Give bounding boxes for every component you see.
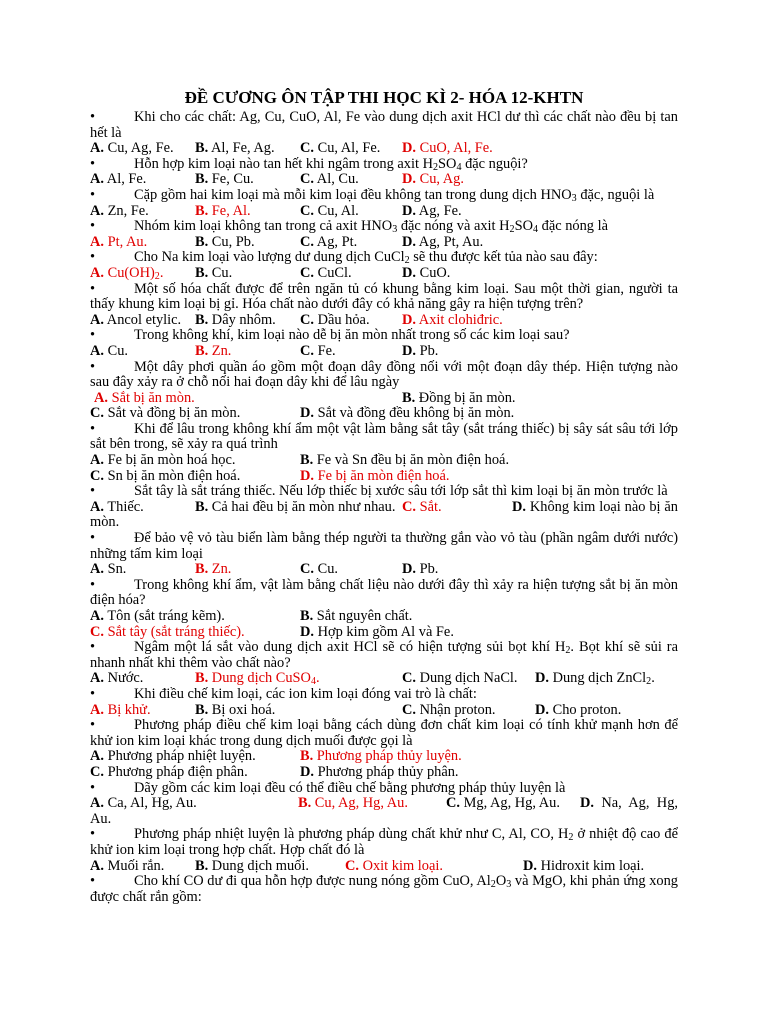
question-2: • Hỗn hợp kim loại nào tan hết khi ngâm trong axit $H_2SO_4$ đặc nguội? bbox=[90, 155, 528, 173]
question-18: • Cho khí CO dư đi qua hỗn hợp được nung nóng gồm CuO, $Al_2O_3$ và MgO, khi phản ứng xong được chất rắn gồm: bbox=[90, 873, 679, 905]
document-page bbox=[90, 88, 678, 905]
answers-13: A. Nước. B. Dung dịch CuSO$_4$. C. Dung dịch NaCl. D. Dung dịch ZnCl$_2$. bbox=[90, 670, 655, 688]
answers-7: A. Cu. B. Zn. C. Fe. D. Pb. bbox=[90, 342, 439, 359]
answers-8: A. Sắt bị ăn mòn. B. Đồng bị ăn mòn. bbox=[94, 389, 516, 406]
answers-3: A. Zn, Fe. B. Fe, Al. C. Cu, Al. D. Ag, Fe. bbox=[90, 202, 462, 219]
answers-2: A. Al, Fe. B. Fe, Cu. C. Al, Cu. D. Cu, Ag. bbox=[90, 171, 464, 188]
answers-10: A. Thiếc. B. Cả hai đều bị ăn mòn như nhau. C. Sắt. D. Không kim loại nào bị ăn mòn. bbox=[90, 498, 678, 531]
question-16: • Dãy gồm các kim loại đều có thể điều chế bằng phương pháp thủy luyện là bbox=[90, 779, 566, 796]
answers-11: A. Sn. B. Zn. C. Cu. D. Pb. bbox=[90, 561, 439, 578]
question-14: • Khi điều chế kim loại, các ion kim loại đóng vai trò là chất: bbox=[90, 685, 477, 702]
answers-4: A. Pt, Au. B. Cu, Pb. C. Ag, Pt. D. Ag, Pt, Au. bbox=[90, 233, 484, 250]
question-1: • Khi cho các chất: Ag, Cu, CuO, Al, Fe vào dung dịch axit HCl dư thì các chất nào đều bị tan hết là bbox=[90, 109, 678, 141]
question-6: • Một số hóa chất được để trên ngăn tủ có khung bằng kim loại. Sau một thời gian, người ta thấy khung kim loại bị gỉ. Hóa chất nào dưới đây có khả năng gây ra hiện tượng trên? bbox=[90, 280, 678, 313]
answers-5: A. $Cu(OH)_2$. B. Cu. C. CuCl. D. CuO. bbox=[90, 264, 451, 282]
answers-15: A. Phương pháp nhiệt luyện. B. Phương pháp thủy luyện. bbox=[90, 748, 462, 765]
answers-1: A. Cu, Ag, Fe. B. Al, Fe, Ag. C. Cu, Al, Fe. D. CuO, Al, Fe. bbox=[90, 140, 493, 157]
question-9: • Khi để lâu trong không khí ẩm một vật làm bằng sắt tây (sắt tráng thiếc) bị sây sát sâu tới lớp sắt bên trong, sẽ xảy ra quá trình bbox=[90, 420, 678, 453]
answers-17: A. Muối rắn. B. Dung dịch muối. C. Oxit kim loại. D. Hidroxit kim loại. bbox=[90, 857, 645, 874]
question-12: • Trong không khí ẩm, vật làm bằng chất liệu nào dưới đây thì xảy ra hiện tượng sắt bị ăn mòn điện hóa? bbox=[90, 576, 678, 609]
answers-9: A. Fe bị ăn mòn hoá học. B. Fe và Sn đều bị ăn mòn điện hoá. bbox=[90, 452, 510, 469]
question-7: • Trong không khí, kim loại nào dễ bị ăn mòn nhất trong số các kim loại sau? bbox=[90, 327, 570, 344]
question-3: • Cặp gồm hai kim loại mà mỗi kim loại đều không tan trong dung dịch $HNO_3$ đặc, nguội là bbox=[90, 186, 655, 204]
answers-9b: C. Sn bị ăn mòn điện hoá. D. Fe bị ăn mòn điện hoá. bbox=[90, 467, 450, 484]
question-10: • Sắt tây là sắt tráng thiếc. Nếu lớp thiếc bị xước sâu tới lớp sắt thì kim loại bị ăn mòn trước là bbox=[90, 483, 668, 500]
question-5: • Cho Na kim loại vào lượng dư dung dịch CuCl$_2$ sẽ thu được kết tủa nào sau đây: bbox=[90, 249, 598, 267]
page-title: ĐỀ CƯƠNG ÔN TẬP THI HỌC KÌ 2- HÓA 12-KHTN bbox=[184, 88, 584, 107]
question-4: • Nhóm kim loại không tan trong cả axit $HNO_3$ đặc nóng và axit $H_2SO_4$ đặc nóng là bbox=[90, 218, 608, 236]
answers-12: A. Tôn (sắt tráng kẽm). B. Sắt nguyên chất. bbox=[90, 608, 413, 624]
answers-8b: C. Sắt và đồng bị ăn mòn. D. Sắt và đồng đều không bị ăn mòn. bbox=[90, 405, 515, 422]
answers-12b: C. Sắt tây (sắt tráng thiếc). D. Hợp kim gồm Al và Fe. bbox=[90, 623, 454, 640]
question-11: • Để bảo vệ vỏ tàu biển làm bằng thép người ta thường gắn vào vỏ tàu (phần ngâm dưới nước) những tấm kim loại bbox=[90, 530, 678, 562]
question-8: • Một dây phơi quần áo gồm một đoạn dây đồng nối với một đoạn dây thép. Hiện tượng nào sau đây xảy ra ở chỗ nối hai đoạn dây khi để lâu ngày bbox=[90, 358, 678, 391]
answers-16: A. Ca, Al, Hg, Au. B. Cu, Ag, Hg, Au. C. Mg, Ag, Hg, Au. D. Na, Ag, Hg, Au. bbox=[90, 795, 678, 827]
answers-15b: C. Phương pháp điện phân. D. Phương pháp thủy phân. bbox=[90, 763, 459, 780]
question-15: • Phương pháp điều chế kim loại bằng cách dùng đơn chất kim loại có tính khử mạnh hơn để khử ion kim loại khác trong dung dịch muối được gọi là bbox=[90, 717, 678, 749]
question-13: • Ngâm một lá sắt vào dung dịch axit HCl sẽ có hiện tượng sủi bọt khí $H_2$. Bọt khí sẽ sủi ra nhanh nhất khi thêm vào chất nào? bbox=[90, 639, 678, 671]
question-17: • Phương pháp nhiệt luyện là phương pháp dùng chất khử như C, Al, CO, $H_2$ ở nhiệt độ cao để khử ion kim loại trong hợp chất. Hợp chất đó là bbox=[90, 826, 678, 858]
answers-14: A. Bị khử. B. Bị oxi hoá. C. Nhận proton. D. Cho proton. bbox=[90, 701, 622, 718]
answers-6: A. Ancol etylic. B. Dây nhôm. C. Dầu hỏa. D. Axit clohiđric. bbox=[90, 311, 503, 328]
